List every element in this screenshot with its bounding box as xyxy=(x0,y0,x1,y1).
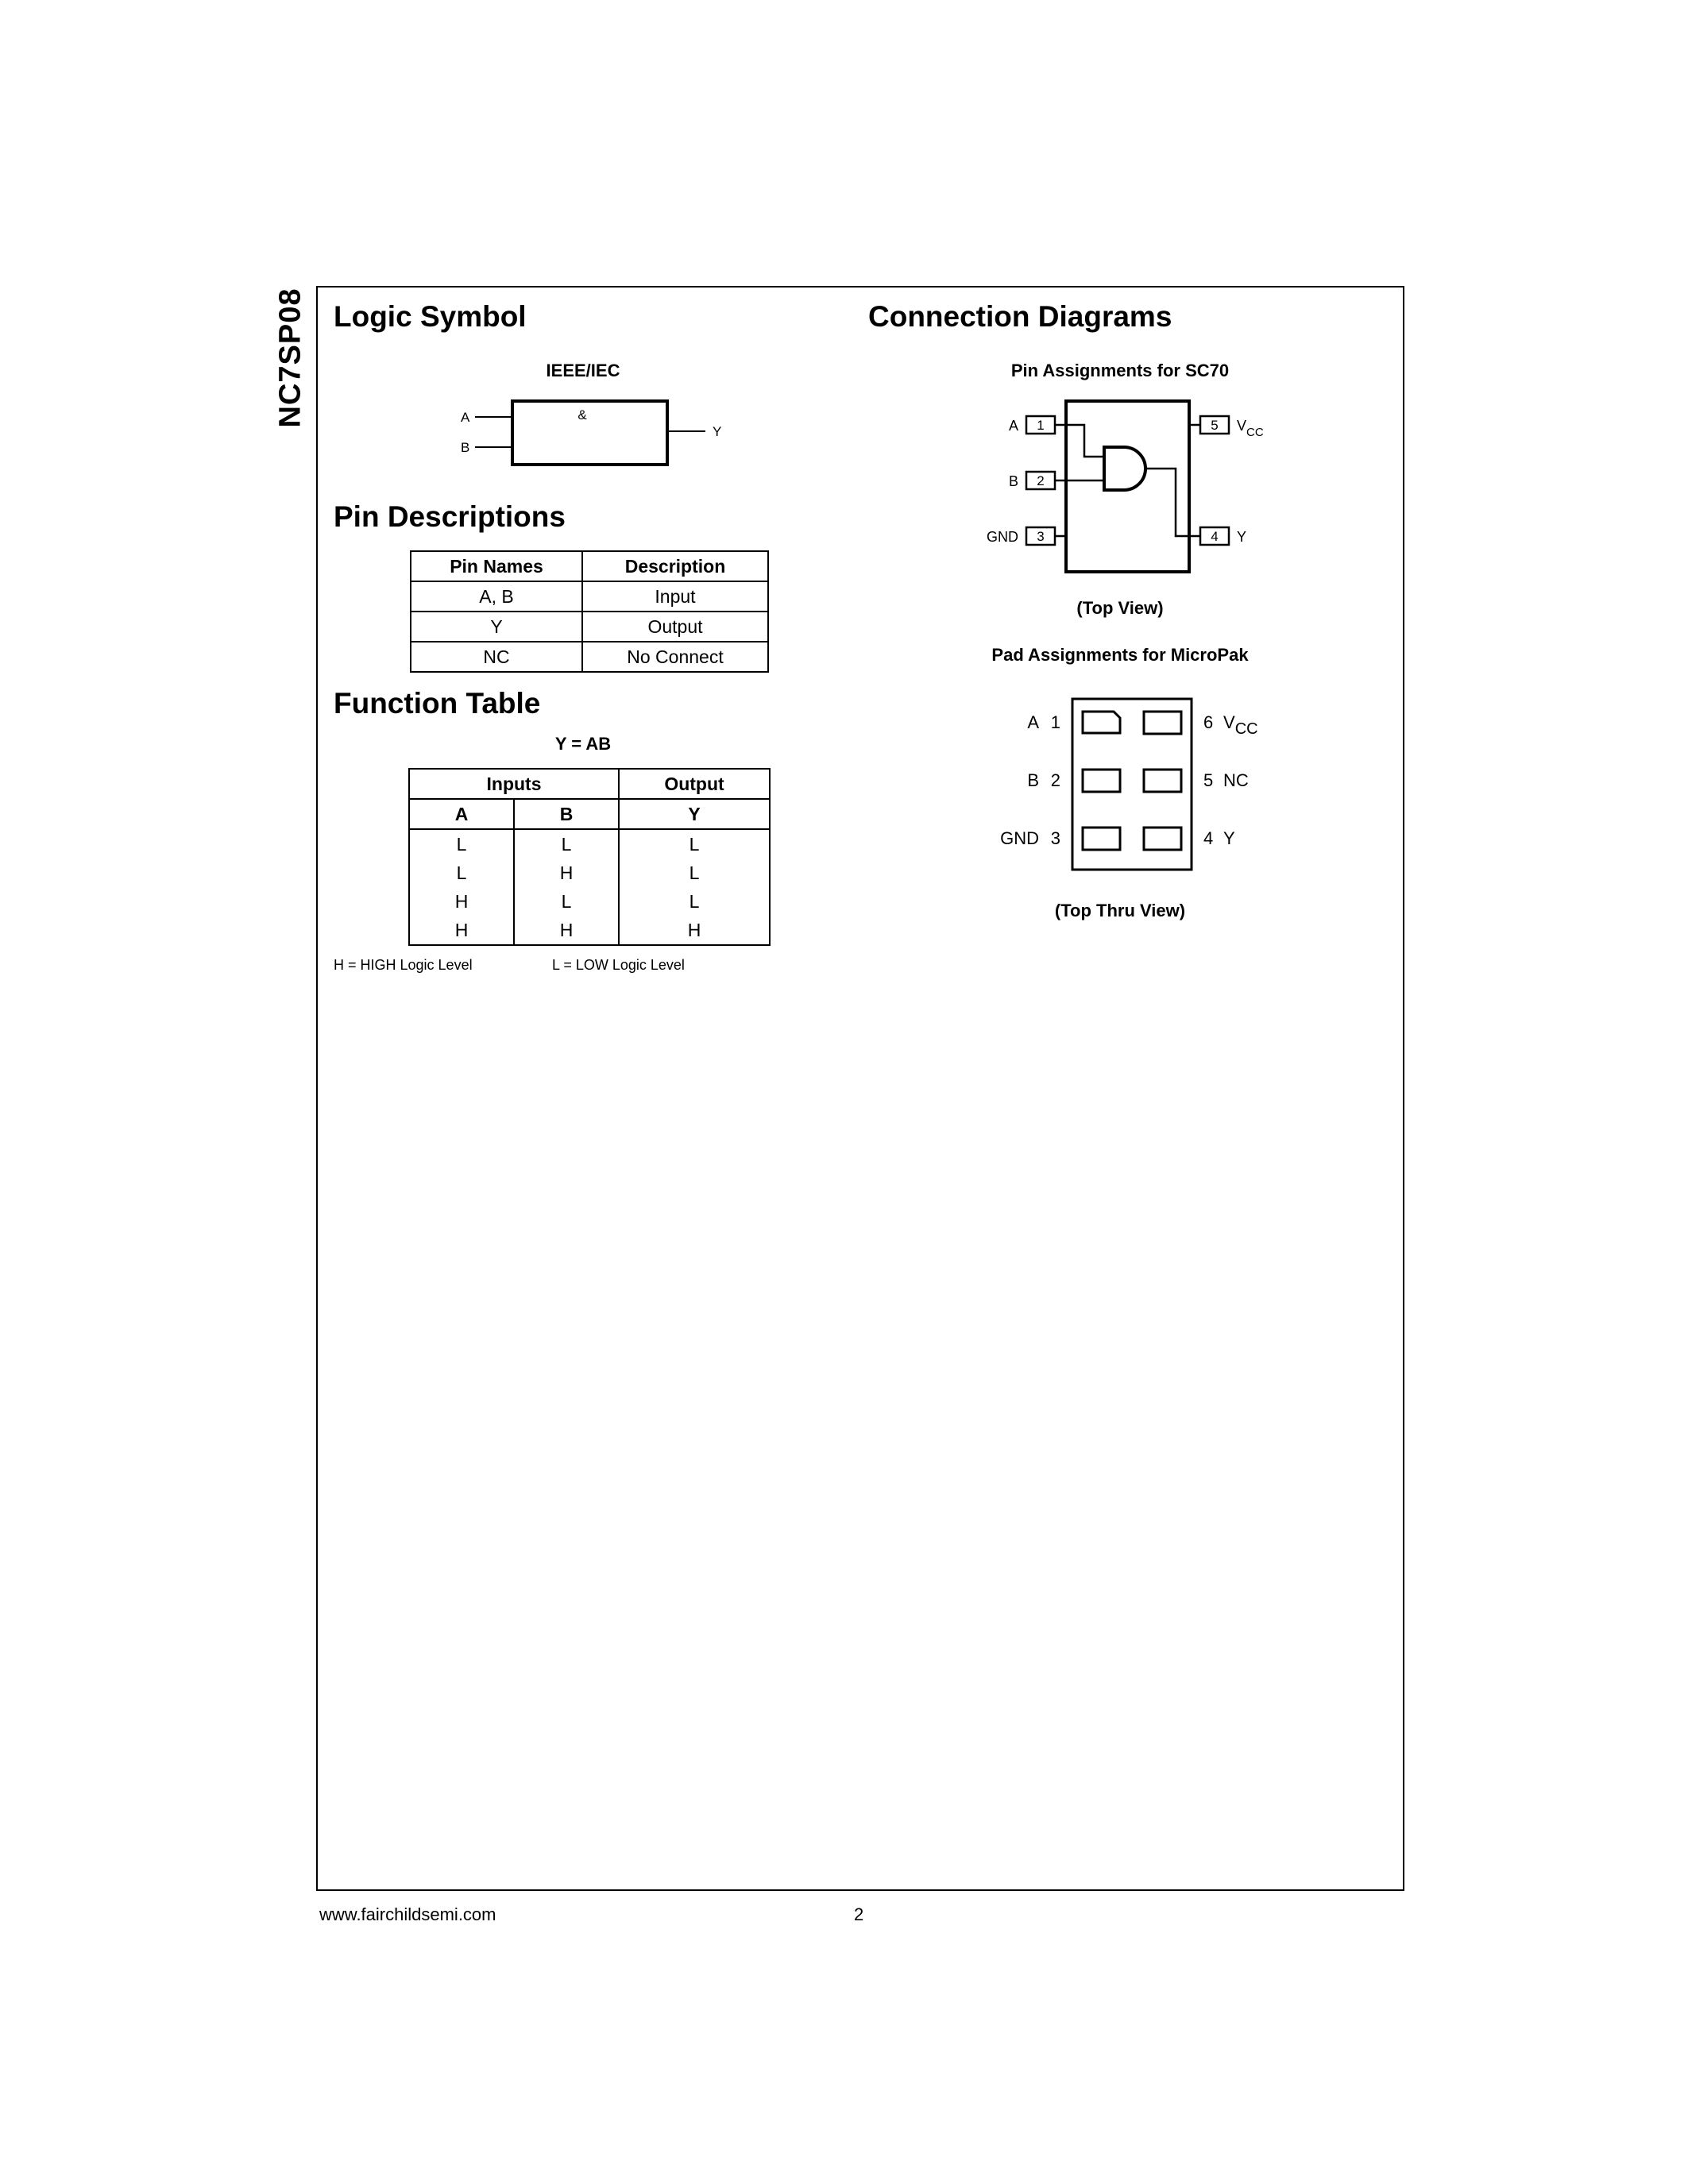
column-header-row xyxy=(409,799,770,829)
gate-ampersand: & xyxy=(577,407,587,423)
cell-b: L xyxy=(514,829,619,859)
col-a-header: A xyxy=(409,799,514,829)
pad6-name-sub: CC xyxy=(1234,720,1258,738)
part-number-text: NC7SP08 xyxy=(273,287,307,427)
pad3-number: 3 xyxy=(1050,828,1060,848)
pad5-number: 5 xyxy=(1203,770,1214,790)
cell-a: H xyxy=(409,887,514,916)
function-equation: Y = AB xyxy=(554,734,612,754)
pad5-icon xyxy=(1144,770,1181,792)
pad1-number: 1 xyxy=(1050,712,1060,732)
pin2-number: 2 xyxy=(1037,473,1045,488)
micropak-pad-diagram xyxy=(993,691,1295,874)
pin5-name xyxy=(1237,418,1264,439)
pin-names-header: Pin Names xyxy=(411,551,582,581)
micropak-title: Pad Assignments for MicroPak xyxy=(991,645,1249,665)
pin-name-cell: Y xyxy=(411,612,582,642)
cell-y: H xyxy=(619,916,770,945)
output-group-header: Output xyxy=(619,769,770,799)
cell-a: L xyxy=(409,859,514,887)
col-y-header: Y xyxy=(619,799,770,829)
pin1-number: 1 xyxy=(1037,418,1045,433)
table-row xyxy=(411,612,768,642)
pin-desc-cell: Output xyxy=(582,612,768,642)
footer-url: www.fairchildsemi.com xyxy=(319,1904,496,1924)
legend-high: H = HIGH Logic Level xyxy=(334,957,473,973)
pin2-name: B xyxy=(1008,473,1018,489)
logic-symbol-diagram xyxy=(453,393,731,477)
pin-desc-cell: No Connect xyxy=(582,642,768,672)
sc70-pinout-diagram xyxy=(977,393,1279,580)
table-row xyxy=(409,916,770,945)
table-row xyxy=(409,887,770,916)
pin3-number: 3 xyxy=(1037,529,1045,544)
pad6-icon xyxy=(1144,712,1181,734)
pin-name-cell: NC xyxy=(411,642,582,672)
legend-low: L = LOW Logic Level xyxy=(552,957,685,973)
pad4-number: 4 xyxy=(1203,828,1214,848)
pin1-name: A xyxy=(1008,418,1018,434)
cell-a: H xyxy=(409,916,514,945)
pad2-number: 2 xyxy=(1050,770,1060,790)
cell-y: L xyxy=(619,829,770,859)
connection-diagrams-heading: Connection Diagrams xyxy=(868,300,1172,333)
pad3-icon xyxy=(1083,828,1120,850)
pin5-name-main: V xyxy=(1237,418,1247,434)
cell-y: L xyxy=(619,887,770,916)
pad6-name xyxy=(1223,712,1258,738)
table-row xyxy=(409,829,770,859)
pin3-name: GND xyxy=(987,529,1018,545)
cell-b: H xyxy=(514,916,619,945)
cell-b: L xyxy=(514,887,619,916)
pad3-name: GND xyxy=(1000,828,1039,848)
sc70-title: Pin Assignments for SC70 xyxy=(1010,361,1230,380)
input-b-label: B xyxy=(461,440,470,455)
pad6-name-main: V xyxy=(1223,712,1235,732)
table-row xyxy=(411,581,768,612)
cell-y: L xyxy=(619,859,770,887)
footer-page-number: 2 xyxy=(854,1904,864,1924)
logic-symbol-heading: Logic Symbol xyxy=(334,300,527,333)
pad2-name: B xyxy=(1027,770,1039,790)
cell-a: L xyxy=(409,829,514,859)
input-a-label: A xyxy=(461,410,470,425)
micropak-package-body xyxy=(1072,699,1192,870)
pad1-name: A xyxy=(1027,712,1039,732)
micropak-view-label: (Top Thru View) xyxy=(1054,901,1186,920)
col-b-header: B xyxy=(514,799,619,829)
inputs-group-header: Inputs xyxy=(409,769,619,799)
table-row xyxy=(409,859,770,887)
pin4-name: Y xyxy=(1237,529,1247,545)
function-table-heading: Function Table xyxy=(334,687,541,720)
pad4-icon xyxy=(1144,828,1181,850)
table-header-row xyxy=(411,551,768,581)
pin-desc-cell: Input xyxy=(582,581,768,612)
cell-b: H xyxy=(514,859,619,887)
pad5-name: NC xyxy=(1223,770,1249,790)
and-gate-box xyxy=(512,401,667,465)
logic-symbol-standard: IEEE/IEC xyxy=(546,361,620,380)
pin5-number: 5 xyxy=(1211,418,1219,433)
pad2-icon xyxy=(1083,770,1120,792)
wire-gate-to-y xyxy=(1145,469,1189,536)
wire-a-to-gate xyxy=(1066,425,1104,457)
pin-descriptions-heading: Pin Descriptions xyxy=(334,500,566,533)
function-table xyxy=(408,768,771,946)
pin4-number: 4 xyxy=(1211,529,1219,544)
pin-name-cell: A, B xyxy=(411,581,582,612)
table-row xyxy=(411,642,768,672)
sc70-view-label: (Top View) xyxy=(1076,598,1164,618)
side-part-number xyxy=(267,286,315,429)
pad6-number: 6 xyxy=(1203,712,1214,732)
pin5-name-sub: CC xyxy=(1246,426,1264,439)
pad4-name: Y xyxy=(1223,828,1235,848)
output-y-label: Y xyxy=(713,424,722,439)
pin-descriptions-table xyxy=(410,550,769,673)
pad1-icon xyxy=(1083,712,1120,733)
and-gate-icon xyxy=(1104,447,1145,490)
description-header: Description xyxy=(582,551,768,581)
group-header-row xyxy=(409,769,770,799)
